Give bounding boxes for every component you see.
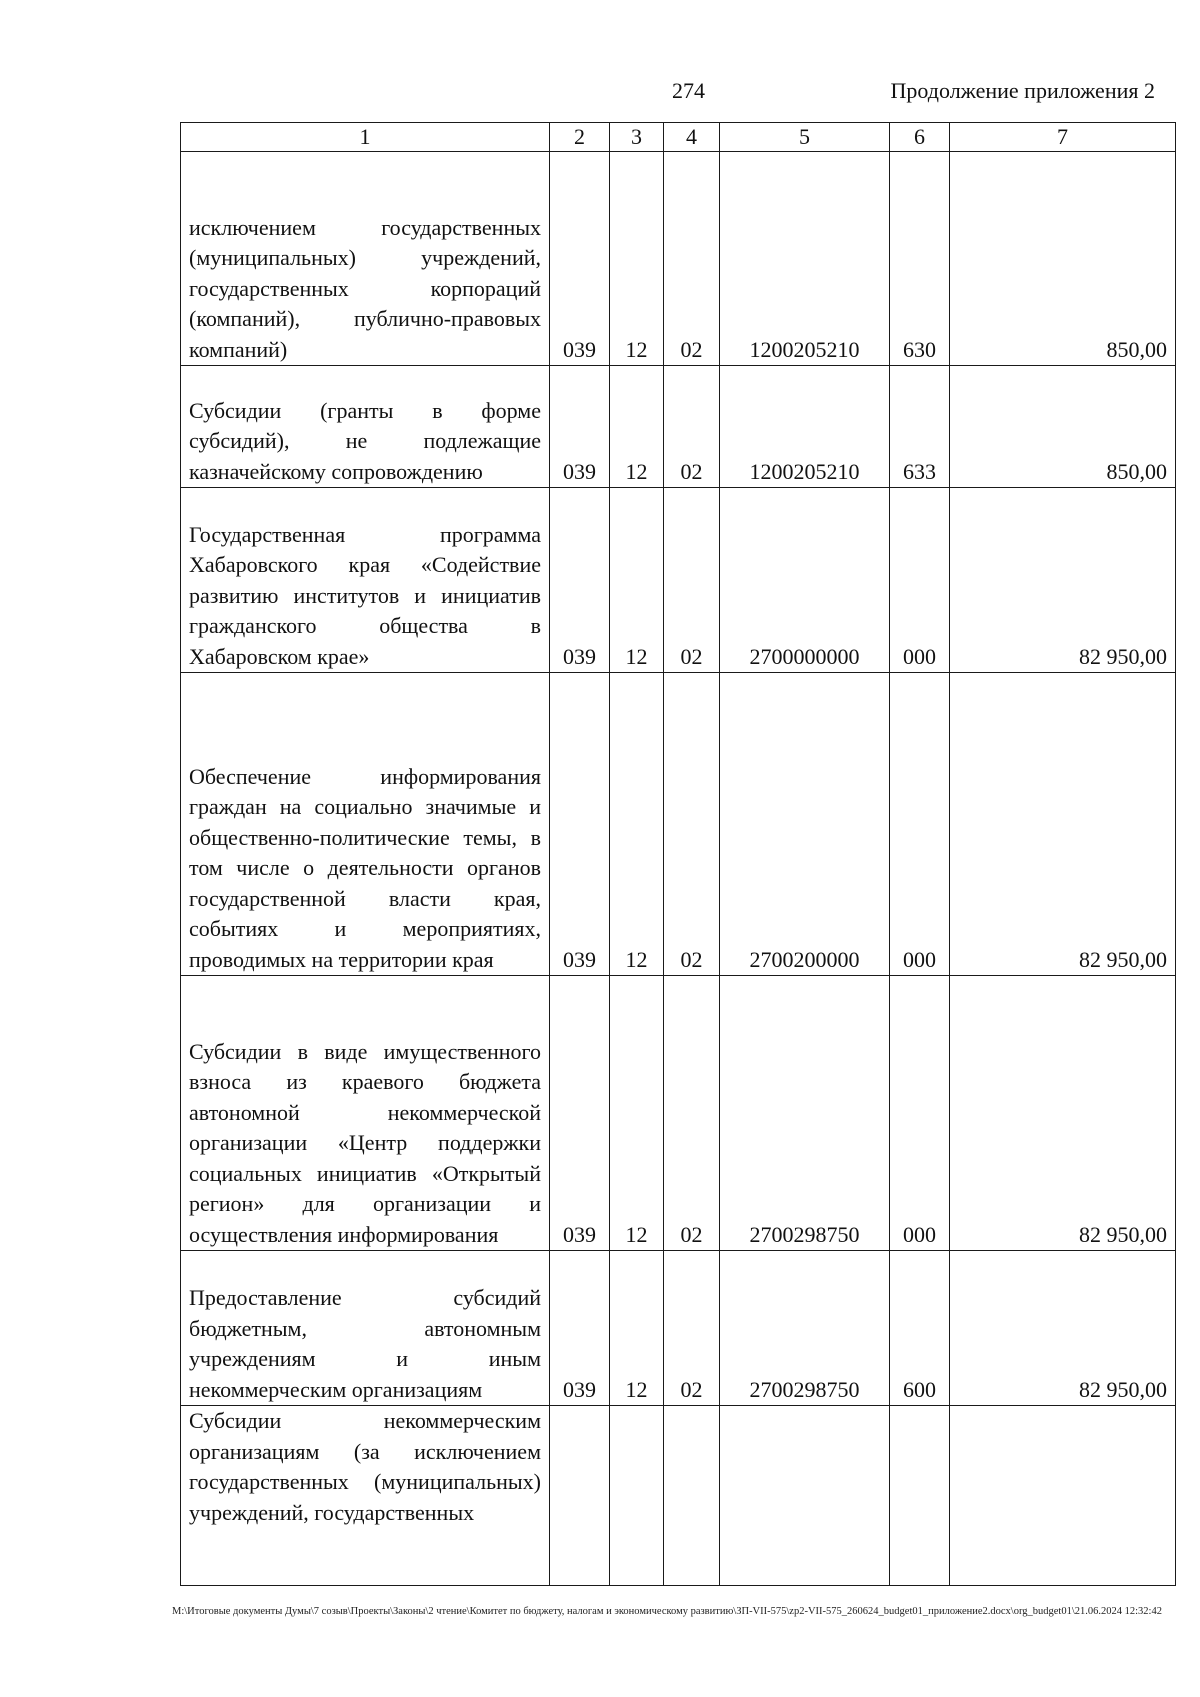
amount: 82 950,00 (950, 976, 1176, 1251)
row-name: Предоставление субсидий бюджетным, автономным учреждениям и иным некоммерческим организациям (181, 1251, 550, 1406)
section-code: 12 (610, 366, 664, 488)
admin-code: 039 (550, 976, 610, 1251)
target-article: 1200205210 (720, 366, 890, 488)
page-header (0, 78, 1200, 110)
table-row (181, 366, 1176, 488)
target-article: 2700298750 (720, 976, 890, 1251)
expense-type: 633 (890, 366, 950, 488)
row-name: Субсидии (гранты в форме субсидий), не подлежащие казначейскому сопровождению (181, 366, 550, 488)
subsection-code: 02 (664, 152, 720, 366)
table-row (181, 673, 1176, 976)
admin-code: 039 (550, 488, 610, 673)
subsection-code: 02 (664, 673, 720, 976)
column-header-row (181, 123, 1176, 152)
row-name: Государственная программа Хабаровского края «Содействие развитию институтов и инициатив гражданского общества в Хабаровском крае» (181, 488, 550, 673)
target-article: 2700000000 (720, 488, 890, 673)
expense-type: 000 (890, 976, 950, 1251)
row-name: Обеспечение информирования граждан на социально значимые и общественно-политические темы, в том числе о деятельности органов государственной власти края, событиях и мероприятиях, проводимых на территории края (181, 673, 550, 976)
subsection-code (664, 1406, 720, 1586)
table-row (181, 1251, 1176, 1406)
subsection-code: 02 (664, 1251, 720, 1406)
admin-code: 039 (550, 366, 610, 488)
column-header: 6 (890, 123, 950, 152)
admin-code: 039 (550, 1251, 610, 1406)
subsection-code: 02 (664, 976, 720, 1251)
row-name: Субсидии некоммерческим организациям (за исключением государственных (муниципальных) учреждений, государственных (181, 1406, 550, 1586)
subsection-code: 02 (664, 366, 720, 488)
page-number: 274 (672, 78, 705, 103)
amount: 82 950,00 (950, 1251, 1176, 1406)
column-header: 5 (720, 123, 890, 152)
amount: 82 950,00 (950, 673, 1176, 976)
table-row (181, 488, 1176, 673)
section-code: 12 (610, 673, 664, 976)
column-header: 2 (550, 123, 610, 152)
target-article: 2700200000 (720, 673, 890, 976)
row-name: Субсидии в виде имущественного взноса из краевого бюджета автономной некоммерческой организации «Центр поддержки социальных инициатив «Открытый регион» для организации и осуществления информирования (181, 976, 550, 1251)
amount: 82 950,00 (950, 488, 1176, 673)
target-article (720, 1406, 890, 1586)
budget-table (180, 122, 1176, 1586)
file-path-footer: М:\Итоговые документы Думы\7 созыв\Проекты\Законы\2 чтение\Комитет по бюджету, налогам и экономическому развитию\ЗП-VII-575\zp2-VII-575_260624_budget01_приложение2.docx\org_budget01\21.06.2024 12:32:42 (172, 1606, 1162, 1617)
expense-type: 000 (890, 488, 950, 673)
amount (950, 1406, 1176, 1586)
section-code: 12 (610, 488, 664, 673)
section-code: 12 (610, 1251, 664, 1406)
table-row (181, 152, 1176, 366)
admin-code (550, 1406, 610, 1586)
amount: 850,00 (950, 152, 1176, 366)
expense-type: 600 (890, 1251, 950, 1406)
subsection-code: 02 (664, 488, 720, 673)
section-code (610, 1406, 664, 1586)
target-article: 2700298750 (720, 1251, 890, 1406)
column-header: 3 (610, 123, 664, 152)
row-name: исключением государственных (муниципальных) учреждений, государственных корпораций (компаний), публично-правовых компаний) (181, 152, 550, 366)
admin-code: 039 (550, 673, 610, 976)
admin-code: 039 (550, 152, 610, 366)
table-row (181, 1406, 1176, 1586)
column-header: 1 (181, 123, 550, 152)
section-code: 12 (610, 152, 664, 366)
column-header: 4 (664, 123, 720, 152)
continuation-note: Продолжение приложения 2 (890, 78, 1155, 103)
expense-type: 000 (890, 673, 950, 976)
target-article: 1200205210 (720, 152, 890, 366)
expense-type: 630 (890, 152, 950, 366)
table-row (181, 976, 1176, 1251)
amount: 850,00 (950, 366, 1176, 488)
section-code: 12 (610, 976, 664, 1251)
column-header: 7 (950, 123, 1176, 152)
expense-type (890, 1406, 950, 1586)
